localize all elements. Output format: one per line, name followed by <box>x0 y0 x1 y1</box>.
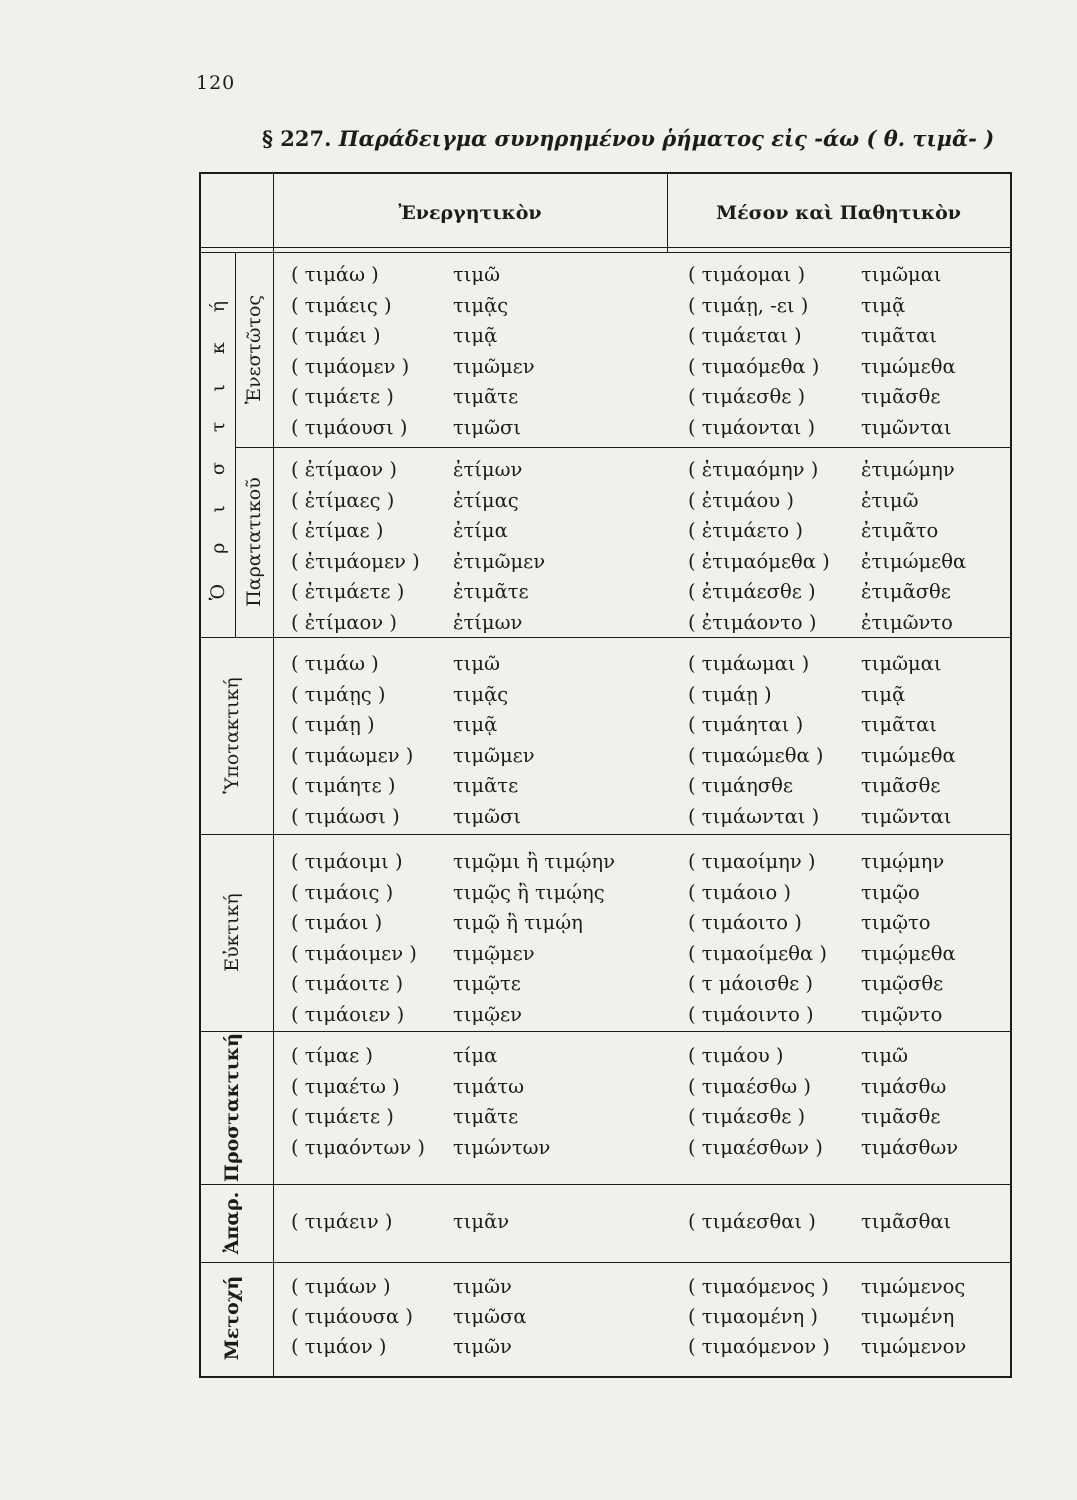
middle-form: τιμῷντο <box>861 1002 943 1026</box>
middle-contracted-form: ( τιμάου ) <box>688 1044 784 1067</box>
middle-contracted-form: ( τιμάονται ) <box>688 415 816 439</box>
middle-contracted-form: ( τιμάομαι ) <box>688 263 806 286</box>
middle-form: ἐτιμώμην <box>861 458 955 481</box>
middle-contracted-form: ( τιμαέσθω ) <box>688 1074 811 1098</box>
middle-form: τιμῶμαι <box>861 652 942 675</box>
active-contracted-form: ( τιμαόντων ) <box>291 1135 426 1159</box>
middle-contracted-form: ( ἐτιμάεσθε ) <box>688 580 816 603</box>
infinitive-row <box>201 1207 1010 1237</box>
middle-contracted-form: ( τιμαέσθων ) <box>688 1135 823 1159</box>
active-contracted-form: ( τιμάειν ) <box>291 1210 393 1233</box>
subjunctive-row <box>201 680 1010 710</box>
active-form: τιμῶμεν <box>453 743 535 767</box>
middle-contracted-form: ( τιμαόμεθα ) <box>688 354 820 378</box>
middle-contracted-form: ( τιμαόμενον ) <box>688 1335 830 1358</box>
active-contracted-form: ( τιμάοιεν ) <box>291 1002 405 1026</box>
active-form: τιμάτω <box>453 1074 524 1098</box>
active-contracted-form: ( τιμάοιτε ) <box>291 972 404 995</box>
present-row <box>201 413 1010 443</box>
middle-form: τιμᾶσθαι <box>861 1210 952 1233</box>
active-contracted-form: ( τιμαέτω ) <box>291 1074 400 1098</box>
middle-form: ἐτιμώμεθα <box>861 549 967 573</box>
active-contracted-form: ( ἐτίμαον ) <box>291 458 397 481</box>
subjunctive-label: Ὑποτακτική <box>221 677 243 794</box>
middle-form: τιμῴμην <box>861 850 945 873</box>
active-contracted-form: ( τιμάῃ ) <box>291 713 375 736</box>
optative-row <box>201 1000 1010 1030</box>
present-row <box>201 291 1010 321</box>
imperative-row <box>201 1102 1010 1132</box>
header-rule <box>201 247 1010 248</box>
imperfect-row <box>201 547 1010 577</box>
active-contracted-form: ( τιμάων ) <box>291 1275 391 1298</box>
active-form: ἐτιμῶμεν <box>453 549 546 573</box>
subjunctive-row <box>201 802 1010 832</box>
middle-form: ἐτιμῶ <box>861 488 919 512</box>
active-form: τιμῷεν <box>453 1002 522 1026</box>
active-form: ἐτίμων <box>453 458 523 481</box>
active-contracted-form: ( τιμάοιμεν ) <box>291 941 417 965</box>
subjunctive-row <box>201 649 1010 679</box>
active-form: τιμᾷς <box>453 682 509 706</box>
present-row <box>201 382 1010 412</box>
active-contracted-form: ( τιμάῃς ) <box>291 682 386 706</box>
middle-contracted-form: ( τιμαομένη ) <box>688 1305 818 1328</box>
middle-contracted-form: ( τιμάῃ ) <box>688 682 772 706</box>
active-contracted-form: ( ἐτιμάομεν ) <box>291 549 420 573</box>
active-contracted-form: ( τιμάοιμι ) <box>291 850 403 873</box>
active-form: τιμῷμεν <box>453 941 535 965</box>
active-contracted-form: ( τιμάετε ) <box>291 385 394 408</box>
active-form: τίμα <box>453 1044 498 1067</box>
middle-contracted-form: ( τιμαώμεθα ) <box>688 743 824 767</box>
active-form: ἐτίμας <box>453 488 519 512</box>
optative-row <box>201 847 1010 877</box>
active-form: τιμῷμι ἢ τιμῴην <box>453 850 615 873</box>
active-form: τιμῶν <box>453 1335 512 1358</box>
active-form: τιμῷτε <box>453 972 521 995</box>
middle-form: τιμῶ <box>861 1044 909 1067</box>
header-rule-double <box>201 252 1010 253</box>
present-tense-label: Ἐνεστῶτος <box>243 294 265 405</box>
active-form: τιμᾷ <box>453 324 498 347</box>
middle-contracted-form: ( τιμάεσθε ) <box>688 385 806 408</box>
active-contracted-form: ( τιμάωσι ) <box>291 804 400 828</box>
imperative-row <box>201 1133 1010 1163</box>
middle-contracted-form: ( ἐτιμαόμεθα ) <box>688 549 830 573</box>
imperfect-row <box>201 486 1010 516</box>
participle-row <box>201 1272 1010 1302</box>
section-number: § 227. <box>262 126 332 151</box>
active-form: τιμᾶτε <box>453 774 519 797</box>
infinitive-label: Ἀπαρ. <box>221 1191 243 1255</box>
active-form: ἐτιμᾶτε <box>453 580 529 603</box>
imperative-label: Προστακτική <box>221 1033 243 1182</box>
middle-form: τιμῷο <box>861 880 920 904</box>
middle-contracted-form: ( ἐτιμάετο ) <box>688 519 803 542</box>
present-imperfect-divider <box>235 447 1010 448</box>
middle-form: τιμωμένη <box>861 1305 955 1328</box>
active-form: τιμῶ <box>453 263 501 286</box>
subjunctive-row <box>201 741 1010 771</box>
active-contracted-form: ( τιμάει ) <box>291 324 381 347</box>
middle-contracted-form: ( τιμάοιτο ) <box>688 911 802 934</box>
middle-contracted-form: ( ἐτιμάοντο ) <box>688 610 817 634</box>
middle-form: τιμώμεθα <box>861 743 956 767</box>
middle-contracted-form: ( τιμάωμαι ) <box>688 652 810 675</box>
subjunctive-optative-divider <box>201 834 1010 835</box>
active-form: τιμῶσα <box>453 1305 527 1328</box>
active-contracted-form: ( ἐτίμαον ) <box>291 610 397 634</box>
middle-form: τιμᾶσθε <box>861 1105 941 1128</box>
middle-form: τιμώμεθα <box>861 354 956 378</box>
active-form: τιμῶμεν <box>453 354 535 378</box>
middle-form: ἐτιμᾶτο <box>861 519 939 542</box>
active-contracted-form: ( τιμάουσι ) <box>291 415 408 439</box>
middle-contracted-form: ( τιμάεσθε ) <box>688 1105 806 1128</box>
active-contracted-form: ( τιμάεις ) <box>291 293 392 317</box>
participle-label: Μετοχή <box>221 1275 243 1361</box>
middle-form: τιμῴμεθα <box>861 941 956 965</box>
active-contracted-form: ( ἐτίμαε ) <box>291 519 384 542</box>
middle-form: τιμᾶται <box>861 713 937 736</box>
present-row <box>201 321 1010 351</box>
active-form: τιμῶν <box>453 1275 512 1298</box>
middle-form: τιμώμενον <box>861 1335 967 1358</box>
middle-contracted-form: ( ἐτιμάου ) <box>688 488 794 512</box>
middle-passive-heading: Μέσον καὶ Παθητικὸν <box>716 202 961 224</box>
active-contracted-form: ( τίμαε ) <box>291 1044 373 1067</box>
active-form: τιμῷ ἢ τιμῴη <box>453 911 583 934</box>
imperfect-row <box>201 608 1010 638</box>
middle-contracted-form: ( τιμαοίμην ) <box>688 850 816 873</box>
middle-form: τιμώμενος <box>861 1275 966 1298</box>
active-form: τιμώντων <box>453 1135 551 1159</box>
middle-form: τιμῶνται <box>861 804 952 828</box>
optative-row <box>201 939 1010 969</box>
middle-contracted-form: ( τιμαοίμεθα ) <box>688 941 827 965</box>
middle-contracted-form: ( ἐτιμαόμην ) <box>688 458 819 481</box>
middle-form: ἐτιμῶντο <box>861 610 953 634</box>
middle-contracted-form: ( τιμάηται ) <box>688 713 804 736</box>
active-contracted-form: ( τιμάομεν ) <box>291 354 410 378</box>
middle-contracted-form: ( τ μάοισθε ) <box>688 972 813 995</box>
active-contracted-form: ( τιμάωμεν ) <box>291 743 414 767</box>
active-contracted-form: ( τιμάον ) <box>291 1335 387 1358</box>
middle-form: τιμῶμαι <box>861 263 942 286</box>
imperfect-row <box>201 577 1010 607</box>
participle-row <box>201 1302 1010 1332</box>
indicative-label: Ὁ ρ ι σ τ ι κ ή <box>207 288 229 601</box>
imperfect-row <box>201 516 1010 546</box>
active-form: τιμῶ <box>453 652 501 675</box>
subjunctive-row <box>201 771 1010 801</box>
active-contracted-form: ( ἐτίμαες ) <box>291 488 395 512</box>
middle-form: τιμάσθω <box>861 1074 947 1098</box>
middle-form: τιμᾶται <box>861 324 937 347</box>
middle-form: τιμᾶσθε <box>861 774 941 797</box>
section-heading <box>262 126 994 151</box>
active-form: ἐτίμων <box>453 610 523 634</box>
active-form: τιμᾷ <box>453 713 498 736</box>
imperative-row <box>201 1041 1010 1071</box>
active-contracted-form: ( τιμάητε ) <box>291 774 396 797</box>
active-contracted-form: ( τιμάοις ) <box>291 880 394 904</box>
imperative-row <box>201 1072 1010 1102</box>
middle-form: τιμᾶσθε <box>861 385 941 408</box>
middle-contracted-form: ( τιμάῃ, -ει ) <box>688 293 809 317</box>
active-voice-heading: Ἐνεργητικὸν <box>398 202 542 224</box>
infinitive-participle-divider <box>201 1262 1010 1263</box>
middle-contracted-form: ( τιμάησθε <box>688 774 793 797</box>
middle-form: τιμῷτο <box>861 911 931 934</box>
active-form: τιμᾷς <box>453 293 509 317</box>
imperfect-tense-label: Παρατατικοῦ <box>243 477 265 607</box>
middle-form: τιμάσθων <box>861 1135 959 1159</box>
active-contracted-form: ( τιμάουσα ) <box>291 1305 413 1328</box>
subjunctive-row <box>201 710 1010 740</box>
active-form: τιμῷς ἢ τιμῴης <box>453 880 605 904</box>
optative-imperative-divider <box>201 1031 1010 1032</box>
active-contracted-form: ( τιμάω ) <box>291 652 379 675</box>
active-form: τιμῶσι <box>453 415 521 439</box>
optative-row <box>201 969 1010 999</box>
middle-form: τιμῶνται <box>861 415 952 439</box>
active-contracted-form: ( τιμάετε ) <box>291 1105 394 1128</box>
middle-contracted-form: ( τιμάοιντο ) <box>688 1002 814 1026</box>
middle-contracted-form: ( τιμάεται ) <box>688 324 802 347</box>
middle-form: τιμᾷ <box>861 293 906 317</box>
middle-contracted-form: ( τιμάοιο ) <box>688 880 792 904</box>
active-form: τιμᾶτε <box>453 1105 519 1128</box>
active-contracted-form: ( ἐτιμάετε ) <box>291 580 405 603</box>
middle-contracted-form: ( τιμαόμενος ) <box>688 1275 829 1298</box>
active-form: ἐτίμα <box>453 519 508 542</box>
conjugation-table <box>199 172 1012 1378</box>
middle-form: τιμᾷ <box>861 682 906 706</box>
participle-row <box>201 1332 1010 1362</box>
middle-form: τιμῷσθε <box>861 972 944 995</box>
optative-row <box>201 908 1010 938</box>
imperfect-row <box>201 455 1010 485</box>
present-row <box>201 260 1010 290</box>
active-form: τιμᾶν <box>453 1210 510 1233</box>
section-title: Παράδειγμα συνηρημένου ῥήματος εἰς -άω ( θ. τιμᾶ- ) <box>338 126 995 151</box>
active-contracted-form: ( τιμάω ) <box>291 263 379 286</box>
middle-contracted-form: ( τιμάεσθαι ) <box>688 1210 816 1233</box>
middle-form: ἐτιμᾶσθε <box>861 580 951 603</box>
present-row <box>201 352 1010 382</box>
active-contracted-form: ( τιμάοι ) <box>291 911 383 934</box>
optative-row <box>201 878 1010 908</box>
active-form: τιμῶσι <box>453 804 521 828</box>
middle-contracted-form: ( τιμάωνται ) <box>688 804 820 828</box>
active-form: τιμᾶτε <box>453 385 519 408</box>
page-number: 120 <box>196 72 236 94</box>
imperative-infinitive-divider <box>201 1184 1010 1185</box>
optative-label: Εὐκτική <box>221 893 243 972</box>
